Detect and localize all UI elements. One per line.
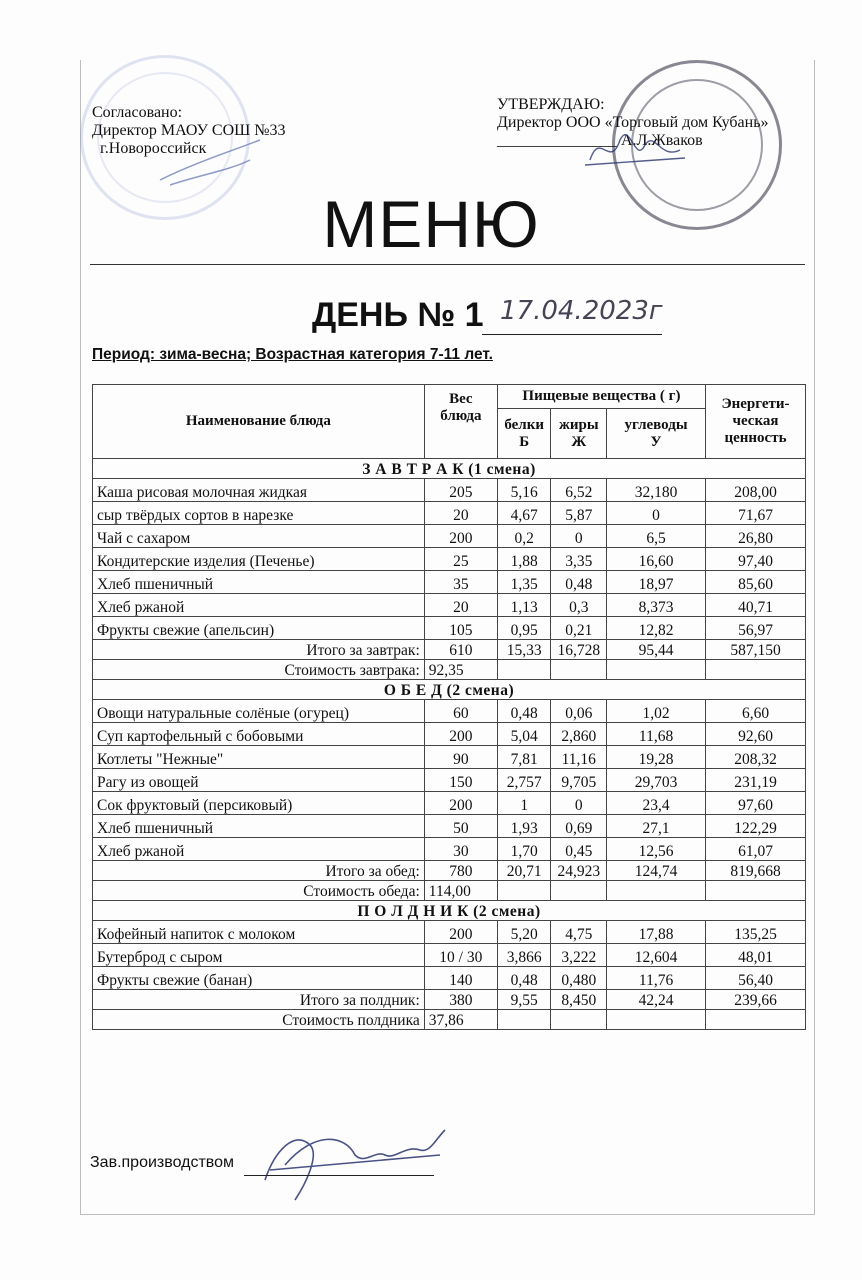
table-row <box>93 548 806 571</box>
dish-fat: 0,480 <box>551 967 607 990</box>
dish-weight: 35 <box>424 571 497 594</box>
total-label: Итого за завтрак: <box>93 640 425 660</box>
table-row <box>93 944 806 967</box>
dish-fat: 3,222 <box>551 944 607 967</box>
dish-weight: 20 <box>424 502 497 525</box>
dish-protein: 2,757 <box>497 769 551 792</box>
dish-carb: 23,4 <box>607 792 706 815</box>
empty-cell <box>607 881 706 901</box>
dish-fat: 0,06 <box>551 700 607 723</box>
dish-fat: 2,860 <box>551 723 607 746</box>
dish-weight: 140 <box>424 967 497 990</box>
agreed-line: Директор МАОУ СОШ №33 <box>92 122 286 139</box>
dish-protein: 5,16 <box>497 479 551 502</box>
cost-value: 37,86 <box>424 1010 497 1030</box>
dish-name: Хлеб пшеничный <box>93 571 425 594</box>
dish-weight: 105 <box>424 617 497 640</box>
dish-protein: 0,48 <box>497 700 551 723</box>
table-row <box>93 921 806 944</box>
cost-row <box>93 660 806 680</box>
total-energy: 587,150 <box>706 640 806 660</box>
dish-energy: 26,80 <box>706 525 806 548</box>
total-fat: 8,450 <box>551 990 607 1010</box>
table-row <box>93 838 806 861</box>
total-carb: 95,44 <box>607 640 706 660</box>
dish-protein: 0,2 <box>497 525 551 548</box>
dish-energy: 56,40 <box>706 967 806 990</box>
header-fat-line: жиры <box>558 416 599 433</box>
dish-protein: 4,67 <box>497 502 551 525</box>
cost-value: 114,00 <box>424 881 497 901</box>
dish-protein: 0,95 <box>497 617 551 640</box>
approved-line: _______________ А.Л.Жваков <box>497 132 703 149</box>
dish-carb: 17,88 <box>607 921 706 944</box>
section-row <box>93 680 806 700</box>
period-line: Период: зима-весна; Возрастная категория 7-11 лет. <box>92 346 493 363</box>
table-row <box>93 769 806 792</box>
dish-energy: 97,40 <box>706 548 806 571</box>
table-row <box>93 746 806 769</box>
dish-energy: 71,67 <box>706 502 806 525</box>
header-fat <box>551 409 607 459</box>
day-date-underline <box>482 334 662 335</box>
dish-carb: 27,1 <box>607 815 706 838</box>
dish-name: Каша рисовая молочная жидкая <box>93 479 425 502</box>
table-row <box>93 525 806 548</box>
dish-fat: 0,21 <box>551 617 607 640</box>
header-weight-line: Вес <box>449 391 473 407</box>
header-carb <box>607 409 706 459</box>
dish-energy: 122,29 <box>706 815 806 838</box>
header-carb-line: углеводы <box>624 416 688 433</box>
dish-weight: 200 <box>424 792 497 815</box>
header-weight <box>424 385 497 459</box>
dish-weight: 50 <box>424 815 497 838</box>
dish-energy: 6,60 <box>706 700 806 723</box>
agreed-line: Согласовано: <box>92 104 183 121</box>
total-row <box>93 640 806 660</box>
dish-carb: 32,180 <box>607 479 706 502</box>
dish-name: Сок фруктовый (персиковый) <box>93 792 425 815</box>
header-protein-line: Б <box>519 433 530 450</box>
empty-cell <box>607 1010 706 1030</box>
dish-energy: 40,71 <box>706 594 806 617</box>
cost-row <box>93 1010 806 1030</box>
empty-cell <box>706 660 806 680</box>
dish-carb: 12,56 <box>607 838 706 861</box>
dish-energy: 56,97 <box>706 617 806 640</box>
cost-value: 92,35 <box>424 660 497 680</box>
table-row <box>93 967 806 990</box>
header-protein <box>497 409 551 459</box>
dish-fat: 0,48 <box>551 571 607 594</box>
dish-protein: 1,13 <box>497 594 551 617</box>
header-energy-line: Энергети- <box>721 396 790 412</box>
dish-protein: 1,70 <box>497 838 551 861</box>
foreman-label: Зав.производством <box>90 1154 234 1171</box>
section-row <box>93 459 806 479</box>
total-label: Итого за обед: <box>93 861 425 881</box>
section-row <box>93 901 806 921</box>
empty-cell <box>497 881 551 901</box>
dish-carb: 12,82 <box>607 617 706 640</box>
dish-name: Бутерброд с сыром <box>93 944 425 967</box>
empty-cell <box>551 1010 607 1030</box>
dish-energy: 92,60 <box>706 723 806 746</box>
dish-name: Хлеб ржаной <box>93 838 425 861</box>
cost-label: Стоимость завтрака: <box>93 660 425 680</box>
dish-energy: 208,32 <box>706 746 806 769</box>
total-row <box>93 990 806 1010</box>
dish-energy: 231,19 <box>706 769 806 792</box>
day-title: ДЕНЬ № 1 <box>312 296 484 334</box>
dish-fat: 4,75 <box>551 921 607 944</box>
header-fat-line: Ж <box>571 433 587 450</box>
dish-carb: 0 <box>607 502 706 525</box>
dish-name: Кофейный напиток с молоком <box>93 921 425 944</box>
dish-weight: 200 <box>424 525 497 548</box>
total-carb: 124,74 <box>607 861 706 881</box>
dish-name: Хлеб пшеничный <box>93 815 425 838</box>
approved-line: УТВЕРЖДАЮ: <box>497 96 605 113</box>
dish-name: Овощи натуральные солёные (огурец) <box>93 700 425 723</box>
empty-cell <box>551 660 607 680</box>
dish-weight: 90 <box>424 746 497 769</box>
empty-cell <box>497 660 551 680</box>
dish-weight: 205 <box>424 479 497 502</box>
foreman-signature-line <box>244 1175 434 1176</box>
signature-director-icon <box>580 120 690 180</box>
dish-fat: 0,3 <box>551 594 607 617</box>
dish-energy: 135,25 <box>706 921 806 944</box>
header-protein-line: белки <box>504 416 545 433</box>
table-row <box>93 700 806 723</box>
dish-carb: 29,703 <box>607 769 706 792</box>
dish-carb: 18,97 <box>607 571 706 594</box>
dish-energy: 97,60 <box>706 792 806 815</box>
dish-protein: 1,35 <box>497 571 551 594</box>
table-row <box>93 479 806 502</box>
dish-carb: 12,604 <box>607 944 706 967</box>
dish-name: Чай с сахаром <box>93 525 425 548</box>
section-title: О Б Е Д (2 смена) <box>93 680 806 700</box>
header-energy-line: ческая <box>732 413 779 429</box>
total-protein: 15,33 <box>497 640 551 660</box>
header-name: Наименование блюда <box>93 385 425 459</box>
dish-fat: 6,52 <box>551 479 607 502</box>
dish-protein: 1,88 <box>497 548 551 571</box>
page-title: МЕНЮ <box>322 187 540 261</box>
dish-weight: 10 / 30 <box>424 944 497 967</box>
dish-carb: 11,76 <box>607 967 706 990</box>
dish-fat: 5,87 <box>551 502 607 525</box>
dish-weight: 200 <box>424 921 497 944</box>
dish-name: Рагу из овощей <box>93 769 425 792</box>
header-nutrients: Пищевые вещества ( г) <box>497 385 705 409</box>
dish-fat: 0,45 <box>551 838 607 861</box>
total-weight: 610 <box>424 640 497 660</box>
table-row <box>93 723 806 746</box>
menu-table-body <box>93 459 806 1030</box>
table-row <box>93 792 806 815</box>
total-fat: 16,728 <box>551 640 607 660</box>
dish-protein: 5,20 <box>497 921 551 944</box>
total-label: Итого за полдник: <box>93 990 425 1010</box>
cost-label: Стоимость обеда: <box>93 881 425 901</box>
empty-cell <box>607 660 706 680</box>
dish-energy: 48,01 <box>706 944 806 967</box>
cost-label: Стоимость полдника <box>93 1010 425 1030</box>
total-energy: 239,66 <box>706 990 806 1010</box>
dish-name: Фрукты свежие (банан) <box>93 967 425 990</box>
empty-cell <box>497 1010 551 1030</box>
dish-weight: 25 <box>424 548 497 571</box>
total-weight: 380 <box>424 990 497 1010</box>
cost-row <box>93 881 806 901</box>
approved-line: Директор ООО «Торговый дом Кубань» <box>497 114 769 131</box>
dish-fat: 11,16 <box>551 746 607 769</box>
dish-energy: 208,00 <box>706 479 806 502</box>
dish-carb: 19,28 <box>607 746 706 769</box>
section-title: З А В Т Р А К (1 смена) <box>93 459 806 479</box>
dish-name: Суп картофельный с бобовыми <box>93 723 425 746</box>
dish-fat: 0 <box>551 525 607 548</box>
dish-carb: 11,68 <box>607 723 706 746</box>
dish-carb: 8,373 <box>607 594 706 617</box>
dish-carb: 1,02 <box>607 700 706 723</box>
table-row <box>93 617 806 640</box>
total-protein: 9,55 <box>497 990 551 1010</box>
dish-name: Хлеб ржаной <box>93 594 425 617</box>
dish-protein: 5,04 <box>497 723 551 746</box>
header-carb-line: У <box>650 433 662 450</box>
table-row <box>93 594 806 617</box>
dish-weight: 150 <box>424 769 497 792</box>
section-title: П О Л Д Н И К (2 смена) <box>93 901 806 921</box>
title-divider <box>90 264 805 265</box>
menu-table <box>92 384 806 1030</box>
dish-energy: 85,60 <box>706 571 806 594</box>
agreed-line: г.Новороссийск <box>92 140 207 157</box>
dish-protein: 1,93 <box>497 815 551 838</box>
dish-carb: 6,5 <box>607 525 706 548</box>
dish-energy: 61,07 <box>706 838 806 861</box>
header-weight-line: блюда <box>440 408 482 424</box>
dish-name: Котлеты "Нежные" <box>93 746 425 769</box>
dish-carb: 16,60 <box>607 548 706 571</box>
day-date: 17.04.2023г <box>500 296 663 326</box>
dish-name: Кондитерские изделия (Печенье) <box>93 548 425 571</box>
dish-name: Фрукты свежие (апельсин) <box>93 617 425 640</box>
dish-protein: 3,866 <box>497 944 551 967</box>
dish-weight: 30 <box>424 838 497 861</box>
empty-cell <box>706 881 806 901</box>
dish-weight: 200 <box>424 723 497 746</box>
dish-protein: 7,81 <box>497 746 551 769</box>
dish-fat: 0 <box>551 792 607 815</box>
total-protein: 20,71 <box>497 861 551 881</box>
dish-protein: 1 <box>497 792 551 815</box>
table-row <box>93 815 806 838</box>
header-energy-line: ценность <box>724 430 787 446</box>
dish-fat: 0,69 <box>551 815 607 838</box>
table-row <box>93 502 806 525</box>
dish-fat: 9,705 <box>551 769 607 792</box>
signature-left-icon <box>150 125 270 195</box>
total-carb: 42,24 <box>607 990 706 1010</box>
empty-cell <box>706 1010 806 1030</box>
signature-foreman-icon <box>255 1110 455 1205</box>
dish-fat: 3,35 <box>551 548 607 571</box>
total-weight: 780 <box>424 861 497 881</box>
empty-cell <box>551 881 607 901</box>
table-row <box>93 571 806 594</box>
total-row <box>93 861 806 881</box>
dish-weight: 60 <box>424 700 497 723</box>
dish-name: сыр твёрдых сортов в нарезке <box>93 502 425 525</box>
total-fat: 24,923 <box>551 861 607 881</box>
header-energy <box>706 385 806 459</box>
dish-protein: 0,48 <box>497 967 551 990</box>
dish-weight: 20 <box>424 594 497 617</box>
total-energy: 819,668 <box>706 861 806 881</box>
